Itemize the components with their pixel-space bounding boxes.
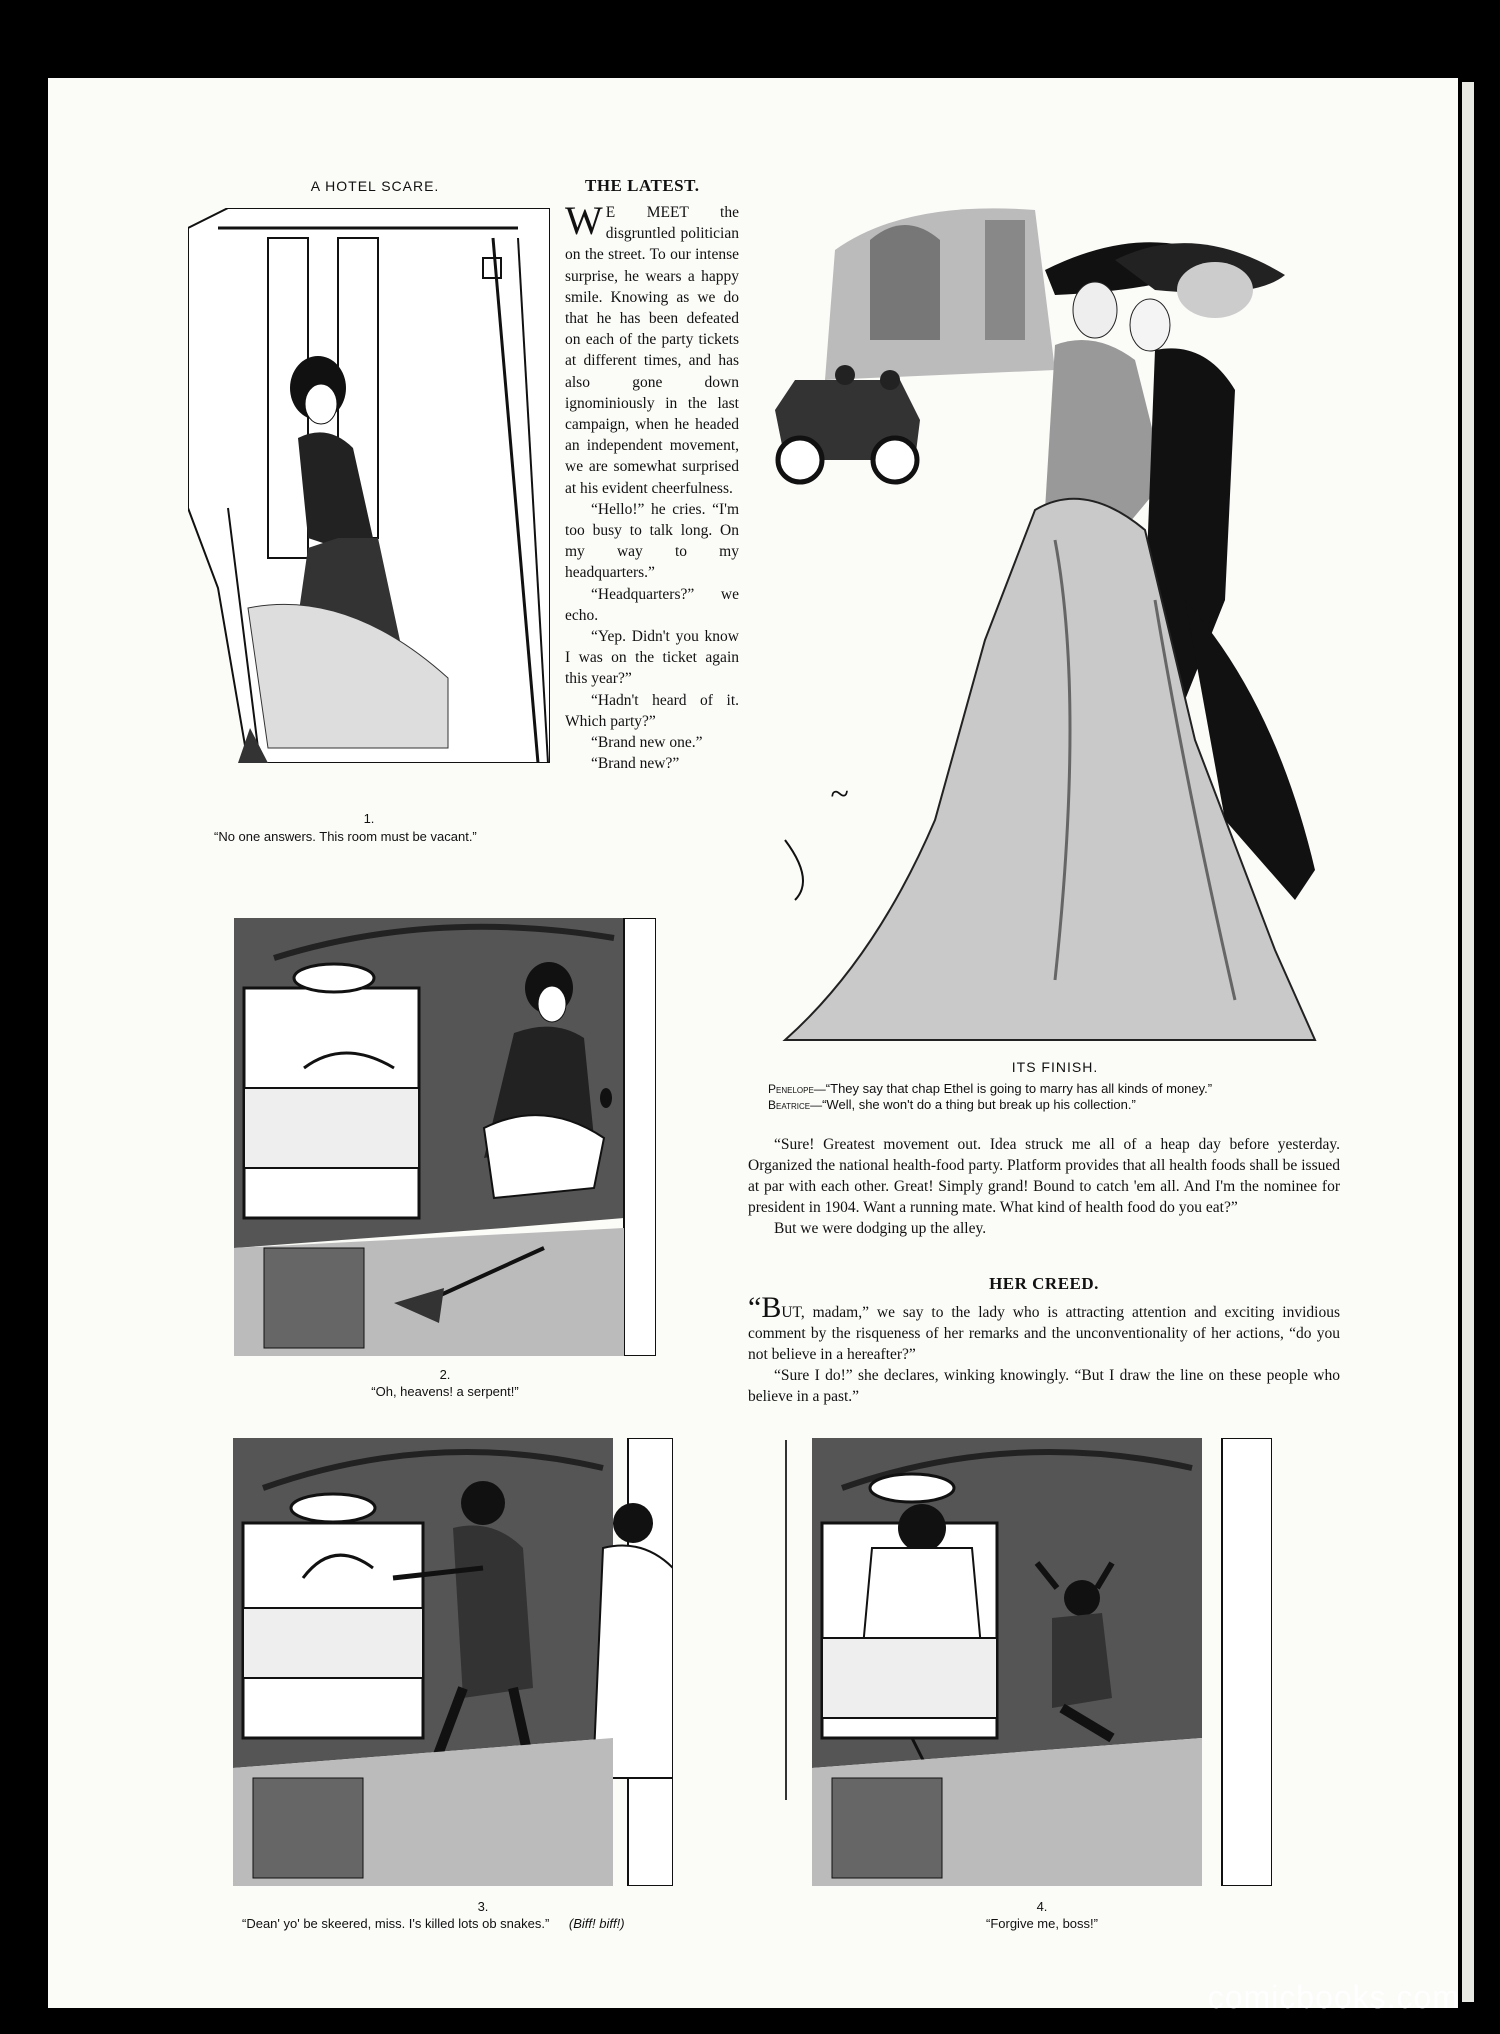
- panel-3-number: 3.: [477, 1899, 489, 1914]
- the-latest-para-2: “Hello!” he cries. “I'm too busy to talk long. On my way to my headquarters.”: [565, 500, 739, 582]
- hotel-scare-title: A HOTEL SCARE.: [310, 178, 440, 194]
- its-finish-speaker-2: Beatrice—: [768, 1098, 823, 1112]
- the-latest-para-6: “Brand new one.”: [591, 734, 703, 752]
- the-latest-para-5: “Hadn't heard of it. Which party?”: [565, 691, 739, 730]
- panel-4-number: 4.: [1036, 1899, 1048, 1914]
- panel-1-caption: “No one answers. This room must be vacant.”: [214, 829, 477, 844]
- panel-2-caption: “Oh, heavens! a serpent!”: [371, 1384, 519, 1399]
- the-latest-para-1: E MEET the disgruntled politician on the street. To our intense surprise, he wears a happy smile. Knowing as we do that he has been defeated on each of the party tickets at different times, and has also gone down ignominiously in the last campaign, when he headed an independent movement, we are somewhat surprised at his evident cheerfulness.: [565, 204, 739, 497]
- panel-1-number: 1.: [363, 811, 375, 826]
- its-finish-speaker-1: Penelope—: [768, 1082, 826, 1096]
- the-latest-continued-para: “Sure! Greatest movement out. Idea struck me all of a heap day before yesterday. Organized the national health-food party. Platform provides that all health foods shall be issued at par with each other. Great! Simply grand! Bound to catch 'em all. And I'm the nominee for president in 1904. Want a running mate. What kind of health food do you eat?”: [748, 1136, 1340, 1216]
- panel-1-illustration: [188, 208, 550, 763]
- the-latest-para-4: “Yep. Didn't you know I was on the ticket again this year?”: [565, 628, 739, 688]
- the-latest-dropcap: W: [565, 198, 603, 243]
- the-latest-closing: But we were dodging up the alley.: [774, 1220, 987, 1237]
- the-latest-para-7: “Brand new?”: [591, 755, 680, 773]
- the-latest-continued: [748, 1134, 1340, 1239]
- its-finish-line-2: “Well, she won't do a thing but break up his collection.”: [822, 1097, 1136, 1112]
- the-latest-column: [565, 198, 739, 774]
- panel-4-illustration: [812, 1438, 1272, 1886]
- panel-2-illustration: [234, 918, 656, 1356]
- watermark: comicbooks.com: [1207, 1979, 1460, 2015]
- next-page-edge: [1462, 82, 1474, 2002]
- panel-divider: [785, 1440, 787, 1800]
- panel-3-illustration: [233, 1438, 673, 1886]
- its-finish-title: ITS FINISH.: [1011, 1059, 1099, 1075]
- her-creed-heading: HER CREED.: [989, 1274, 1099, 1293]
- the-latest-para-3: “Headquarters?” we echo.: [565, 585, 739, 624]
- panel-2-number: 2.: [439, 1367, 451, 1382]
- svg-text:~: ~: [830, 776, 849, 813]
- her-creed-dropcap: “B: [748, 1291, 782, 1324]
- panel-4-caption: “Forgive me, boss!”: [986, 1916, 1098, 1931]
- her-creed-text: [748, 1291, 1340, 1407]
- its-finish-line-1: “They say that chap Ethel is going to marry has all kinds of money.”: [825, 1081, 1213, 1096]
- her-creed-para-1: UT, madam,” we say to the lady who is attracting attention and exciting invidious comment by the risqueness of her remarks and the unconventionality of her actions, “do you not believe in a hereafter?”: [748, 1304, 1340, 1363]
- panel-3-caption: “Dean' yo' be skeered, miss. I's killed lots ob snakes.”: [242, 1916, 550, 1931]
- panel-3-caption-line: [242, 1916, 762, 1932]
- panel-3-aside: (Biff! biff!): [568, 1916, 625, 1931]
- her-creed-para-2: “Sure I do!” she declares, winking knowingly. “But I draw the line on these people who believe in a past.”: [748, 1367, 1340, 1405]
- the-latest-heading: THE LATEST.: [585, 176, 700, 195]
- its-finish-illustration: [755, 180, 1355, 1048]
- its-finish-dialogue: [768, 1081, 1358, 1113]
